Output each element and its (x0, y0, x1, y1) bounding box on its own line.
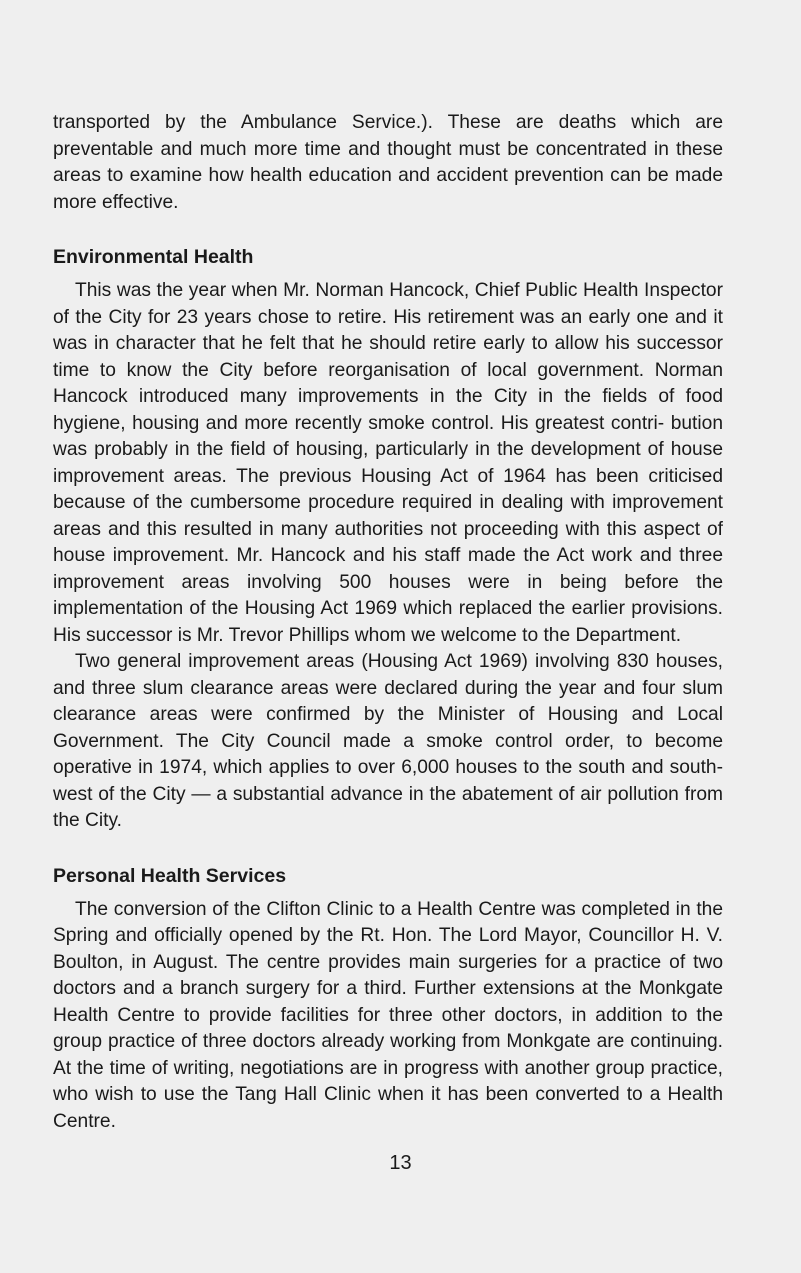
personal-health-services-heading: Personal Health Services (53, 864, 287, 887)
environmental-health-paragraph-2: Two general improvement areas (Housing Act 1969) involving 830 houses, and three slum clearance areas were declared during the year and four slum clearance areas were confirmed by the Minister of Housing and Local Government. The City Council made a smoke control order, to become operative in 1974, which applies to over 6,000 houses to the south and south- west of the City — a substantial advance in the abatement of air pollution from the City. (53, 651, 723, 831)
environmental-health-heading: Environmental Health (53, 246, 254, 268)
page-number: 13 (389, 1152, 412, 1174)
environmental-health-paragraph-1: This was the year when Mr. Norman Hancock, Chief Public Health Inspector of the City for 23 years chose to retire. His retirement was an early one and it was in character that he felt that he should retire early to allow his successor time to know the City before reorganisation of local government. Norman Hancock introduced many improvements in the City in the fields of food hygiene, housing and more recently smoke control. His greatest contri- bution was probably in the field of housing, particularly in the development of house improvement areas. The previous Housing Act of 1964 has been criticised because of the cumbersome procedure required in dealing with improvement areas and this resulted in many authorities not proceeding with this aspect of house improvement. Mr. Hancock and his staff made the Act work and three improvement areas involving 500 houses were in being before the implementation of the Housing Act 1969 which replaced the earlier provisions. His successor is Mr. Trevor Phillips whom we welcome to the Department. (53, 280, 723, 646)
intro-paragraph: transported by the Ambulance Service.). These are deaths which are preventable and much more time and thought must be concentrated in these areas to examine how health education and accident prevention can be made more effective. (53, 112, 723, 213)
personal-health-services-paragraph: The conversion of the Clifton Clinic to a Health Centre was completed in the Spring and officially opened by the Rt. Hon. The Lord Mayor, Councillor H. V. Boulton, in August. The centre provides main surgeries for a practice of two doctors and a branch surgery for a third. Further extensions at the Monkgate Health Centre to provide facilities for three other doctors, in addition to the group practice of three doctors already working from Monkgate are continuing. At the time of writing, negotiations are in progress with another group practice, who wish to use the Tang Hall Clinic when it has been converted to a Health Centre. (53, 898, 723, 1132)
